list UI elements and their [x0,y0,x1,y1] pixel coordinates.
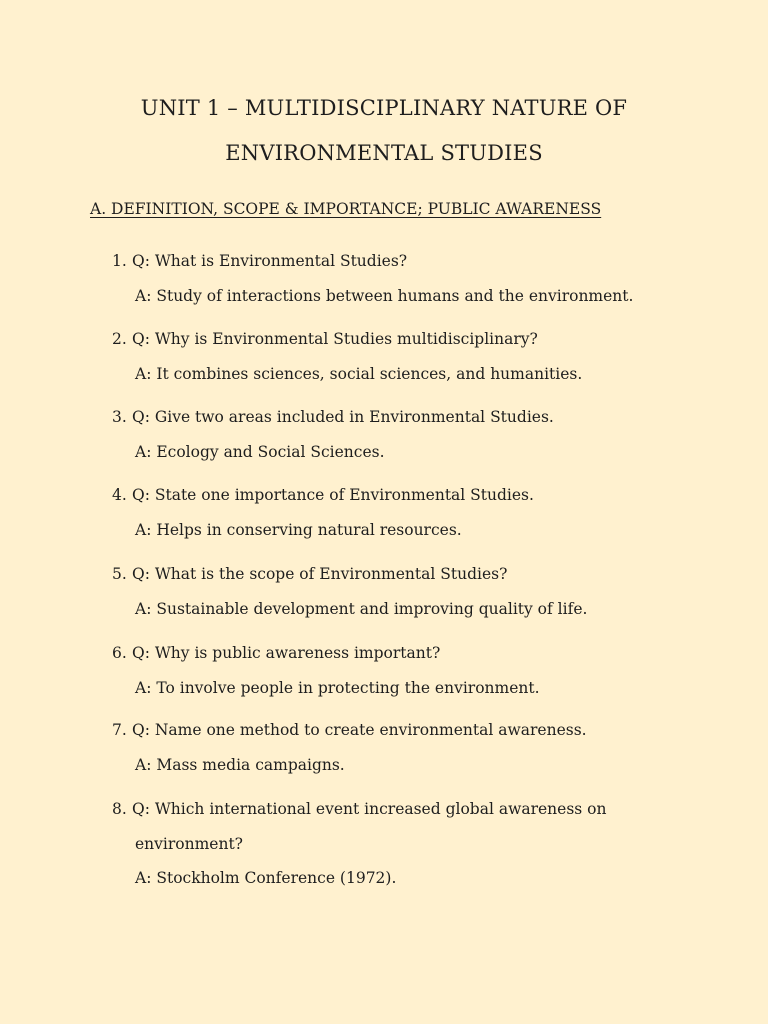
qa-item-8 [112,802,692,887]
answer-text: A: Sustainable development and improving quality of life. [135,599,588,618]
answer-text: A: Stockholm Conference (1972). [135,869,397,887]
question-number: 5. [112,565,127,583]
question-text: Q: Which international event increased global awareness on [132,800,607,818]
question [112,410,692,426]
answer-text: A: Ecology and Social Sciences. [135,442,385,461]
qa-item-2 [112,332,692,382]
page-title-line-1: UNIT 1 – MULTIDISCIPLINARY NATURE OF [140,96,628,120]
question-number: 4. [112,486,127,504]
question [112,723,692,739]
question-text: Q: Give two areas included in Environmental Studies. [132,408,554,426]
qa-item-1 [112,254,692,304]
question [112,802,692,818]
qa-item-6 [112,646,692,696]
answer-text: A: It combines sciences, social sciences, and humanities. [135,364,583,383]
question [112,254,692,270]
qa-item-4 [112,488,692,538]
question-number: 2. [112,330,127,348]
qa-item-5 [112,567,692,617]
question-text: Q: Why is Environmental Studies multidisciplinary? [132,330,538,348]
qa-item-3 [112,410,692,460]
question-number: 1. [112,252,127,270]
question-text: Q: What is Environmental Studies? [132,252,408,270]
answer-text: A: Study of interactions between humans and the environment. [135,286,634,305]
question [112,567,692,583]
question-text: Q: What is the scope of Environmental Studies? [132,565,508,583]
qa-item-7 [112,723,692,773]
question-text: Q: State one importance of Environmental Studies. [132,486,534,504]
answer-text: A: Mass media campaigns. [135,755,345,774]
question-number: 7. [112,721,127,739]
question [112,488,692,504]
answer-text: A: Helps in conserving natural resources. [135,520,462,539]
answer-text: A: To involve people in protecting the environment. [135,678,540,697]
question-number: 3. [112,408,127,426]
question-number: 6. [112,644,127,662]
question-text-continued: environment? [135,834,243,853]
question [112,646,692,662]
question-text: Q: Name one method to create environmental awareness. [132,721,587,739]
question [112,332,692,348]
section-heading: A. DEFINITION, SCOPE & IMPORTANCE; PUBLIC AWARENESS [90,200,602,218]
question-text: Q: Why is public awareness important? [132,644,441,662]
question-number: 8. [112,800,127,818]
page-title-line-2: ENVIRONMENTAL STUDIES [225,141,543,165]
